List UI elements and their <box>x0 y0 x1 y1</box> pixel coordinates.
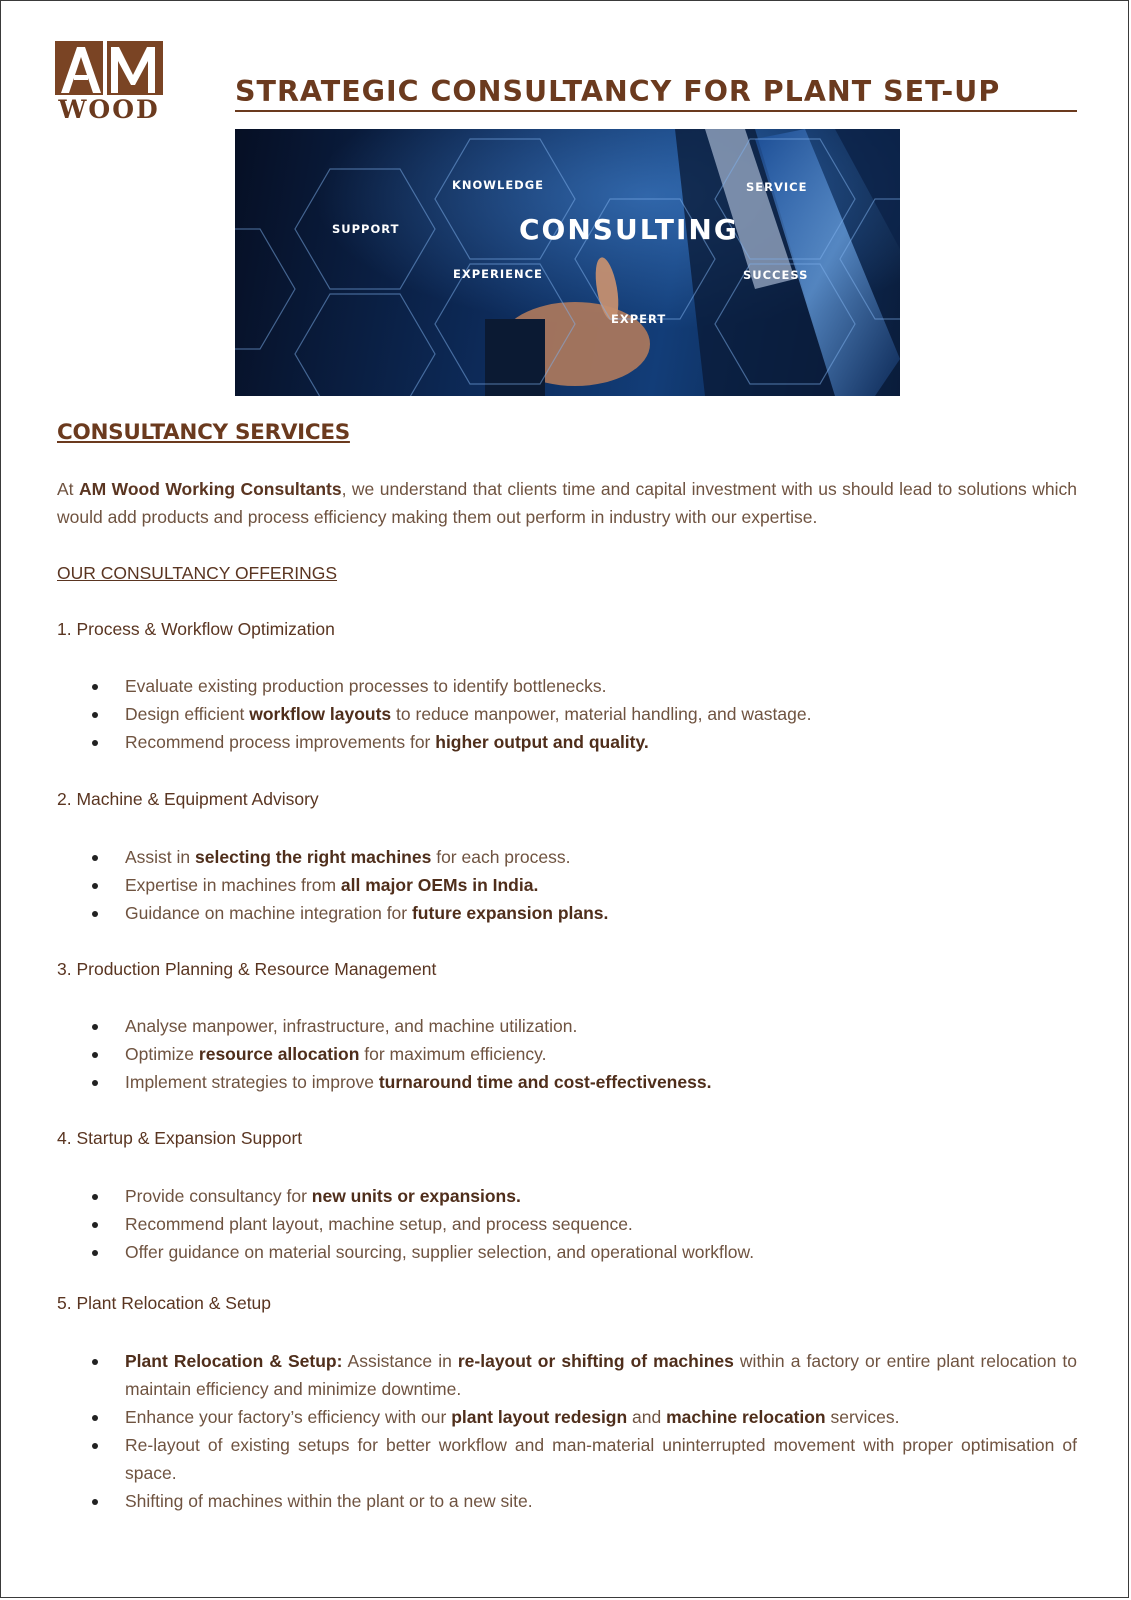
consultancy-services-heading: CONSULTANCY SERVICES <box>57 420 350 445</box>
section-heading-4: 4. Startup & Expansion Support <box>57 1128 303 1148</box>
text-run: Evaluate existing production processes to identify bottlenecks. <box>125 676 607 696</box>
bold-text: higher output and quality. <box>435 732 649 752</box>
banner-word-expert: EXPERT <box>611 312 667 326</box>
bold-text: resource allocation <box>198 1044 360 1064</box>
section-list-2 <box>57 843 1077 927</box>
am-logo-mark <box>55 41 163 97</box>
text-run: within a factory or entire plant relocation to maintain efficiency and minimize downtime. <box>125 1351 1077 1399</box>
bold-text: machine relocation <box>666 1407 826 1427</box>
text-run: Analyse manpower, infrastructure, and machine utilization. <box>125 1016 578 1036</box>
text-run: Assist in <box>125 847 196 867</box>
text-run: and <box>627 1407 667 1427</box>
hexagon-grid-graphic <box>235 129 900 396</box>
bullet-item <box>57 1182 1077 1210</box>
text-run: Optimize <box>125 1044 199 1064</box>
bullet-item <box>57 843 1077 871</box>
bullet-item <box>57 1068 1077 1096</box>
bullet-item <box>57 899 1077 927</box>
consulting-banner-image <box>235 129 900 396</box>
bullet-item <box>57 1431 1077 1487</box>
text-run: Provide consultancy for <box>125 1186 312 1206</box>
text-run: Guidance on machine integration for <box>125 903 412 923</box>
banner-word-support: SUPPORT <box>332 222 400 236</box>
banner-word-experience: EXPERIENCE <box>453 267 543 281</box>
banner-word-service: SERVICE <box>746 180 808 194</box>
bold-text: re-layout or shifting of machines <box>457 1351 734 1371</box>
bold-text: new units or expansions. <box>311 1186 521 1206</box>
text-run: Recommend plant layout, machine setup, and process sequence. <box>125 1214 633 1234</box>
text-run: for each process. <box>431 847 571 867</box>
bullet-item <box>57 1040 1077 1068</box>
bullet-item <box>57 1210 1077 1238</box>
bold-text: plant layout redesign <box>451 1407 628 1427</box>
banner-word-consulting: CONSULTING <box>519 213 739 246</box>
text-run: for maximum efficiency. <box>359 1044 547 1064</box>
text-run: At <box>57 479 79 499</box>
bold-text: all major OEMs in India. <box>340 875 539 895</box>
section-list-5 <box>57 1347 1077 1515</box>
text-run: Implement strategies to improve <box>125 1072 379 1092</box>
bullet-item <box>57 1238 1077 1266</box>
section-heading-3: 3. Production Planning & Resource Management <box>57 959 437 979</box>
offerings-heading: OUR CONSULTANCY OFFERINGS <box>57 563 338 583</box>
bold-text: workflow layouts <box>249 704 392 724</box>
text-run: Expertise in machines from <box>125 875 341 895</box>
text-run: , we understand that clients time and capital investment with us should lead to solutions which would add products and process efficiency making them out perform in industry with our expertise. <box>57 479 1077 527</box>
banner-word-knowledge: KNOWLEDGE <box>452 178 545 192</box>
text-run: to reduce manpower, material handling, and wastage. <box>391 704 812 724</box>
section-heading-1: 1. Process & Workflow Optimization <box>57 619 335 639</box>
bullet-item <box>57 728 1077 756</box>
text-run: Re-layout of existing setups for better workflow and man-material uninterrupted movement with proper optimisation of space. <box>125 1435 1077 1483</box>
text-run: Assistance in <box>342 1351 458 1371</box>
section-list-3 <box>57 1012 1077 1096</box>
section-list-1 <box>57 672 1077 756</box>
section-list-4 <box>57 1182 1077 1266</box>
logo-wordmark: WOOD <box>58 95 160 124</box>
bold-text: future expansion plans. <box>411 903 609 923</box>
text-run: Offer guidance on material sourcing, supplier selection, and operational workflow. <box>125 1242 755 1262</box>
text-run: Design efficient <box>125 704 250 724</box>
section-heading-2: 2. Machine & Equipment Advisory <box>57 789 319 809</box>
banner-word-success: SUCCESS <box>743 268 809 282</box>
bold-text: AM Wood Working Consultants <box>78 479 342 499</box>
bullet-item <box>57 1347 1077 1403</box>
bullet-item <box>57 1012 1077 1040</box>
bullet-item <box>57 1403 1077 1431</box>
bullet-item <box>57 871 1077 899</box>
bullet-item <box>57 672 1077 700</box>
text-run: Recommend process improvements for <box>125 732 436 752</box>
text-run: Enhance your factory’s efficiency with our <box>125 1407 452 1427</box>
section-heading-5: 5. Plant Relocation & Setup <box>57 1293 272 1313</box>
bold-text: Plant Relocation & Setup: <box>125 1351 343 1371</box>
text-run: Shifting of machines within the plant or to a new site. <box>125 1491 533 1511</box>
intro-paragraph <box>57 475 1077 531</box>
bold-text: turnaround time and cost-effectiveness. <box>378 1072 712 1092</box>
bold-text: selecting the right machines <box>195 847 432 867</box>
am-wood-logo <box>55 41 163 123</box>
page-title: STRATEGIC CONSULTANCY FOR PLANT SET-UP <box>235 75 1077 112</box>
bullet-item <box>57 700 1077 728</box>
text-run: services. <box>825 1407 900 1427</box>
bullet-item <box>57 1487 1077 1515</box>
